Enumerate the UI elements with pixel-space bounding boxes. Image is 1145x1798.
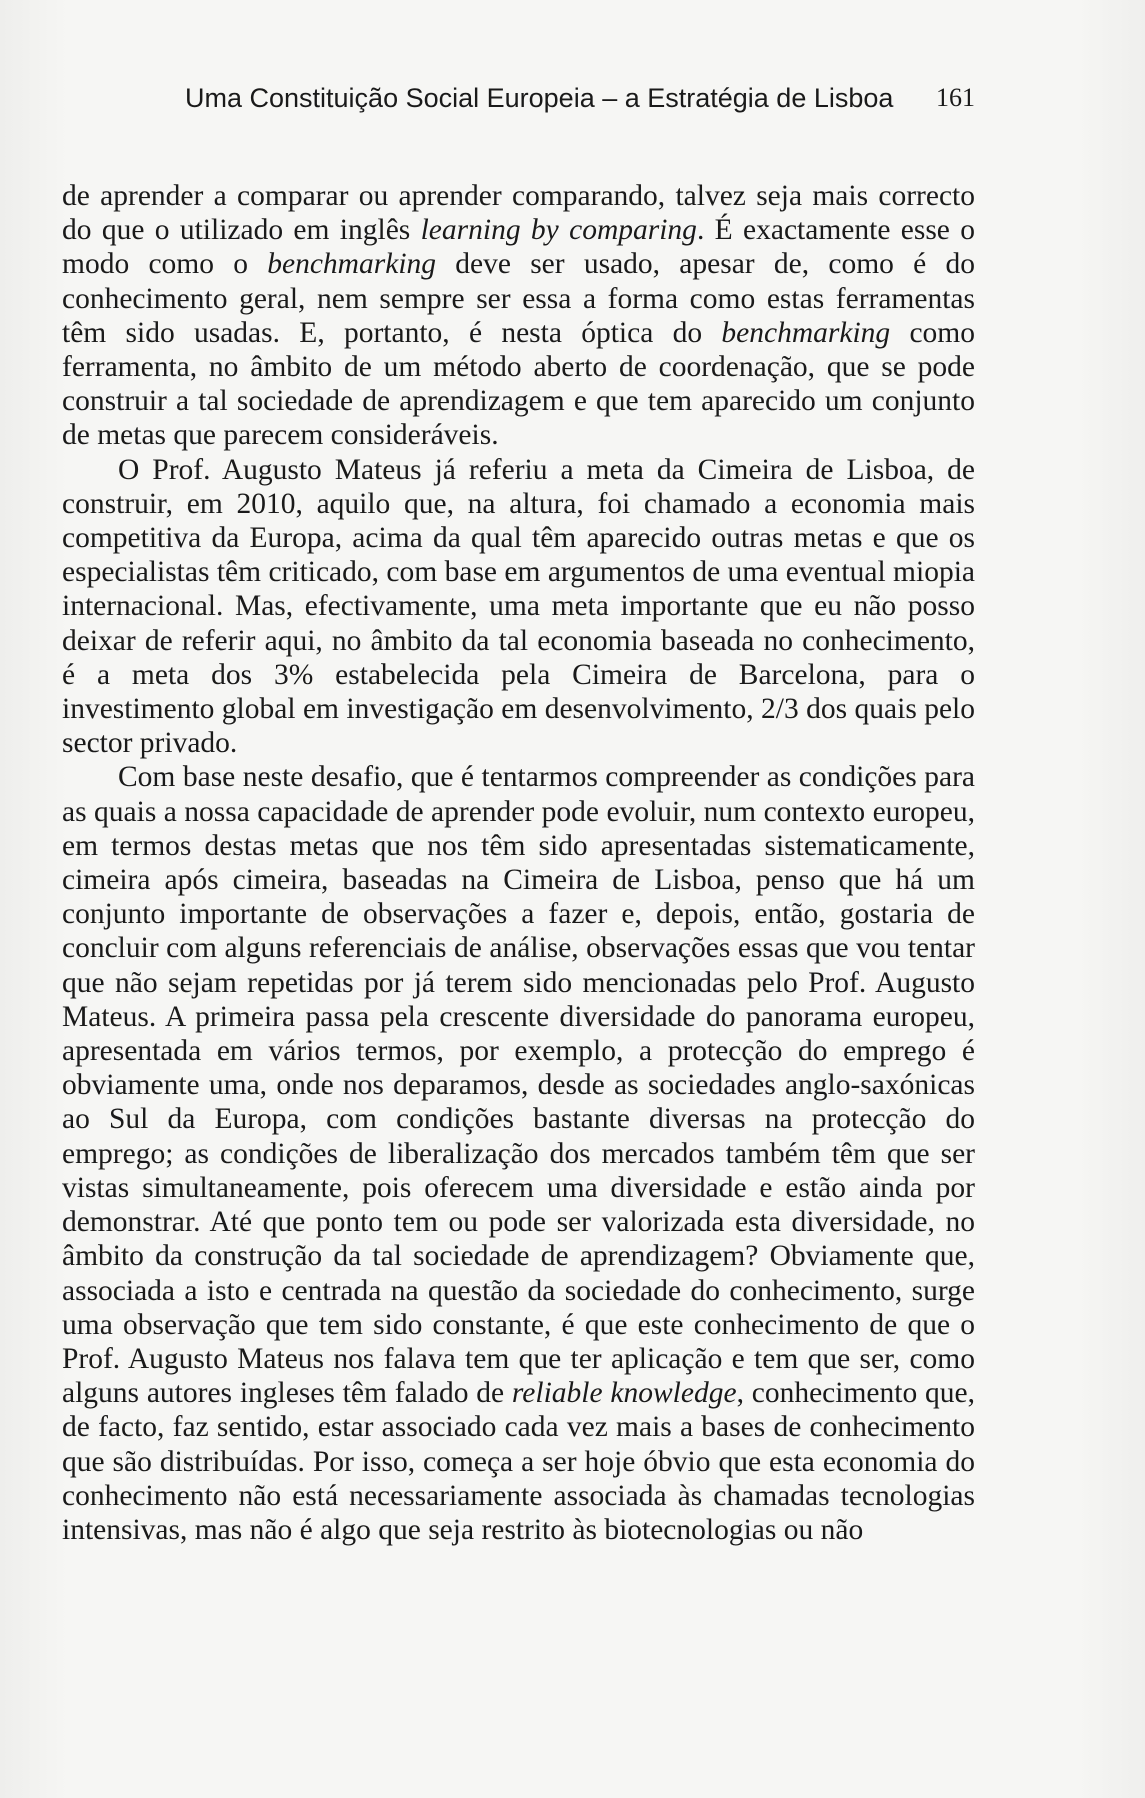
running-header-title: Uma Constituição Social Europeia – a Estratégia de Lisboa — [185, 83, 894, 113]
paragraph-2: O Prof. Augusto Mateus já referiu a meta da Cimeira de Lisboa, de construir, em 2010, aquilo que, na altura, foi chamado a economia mais competitiva da Europa, acima da qual têm aparecido outras metas e que os especialistas têm criticado, com base em argumentos de uma eventual miopia internacional. Mas, efectivamente, uma meta importante que eu não posso deixar de referir aqui, no âmbito da tal economia baseada no conhecimento, é a meta dos 3% estabelecida pela Cimeira de Barcelona, para o investimento global em investigação em desenvolvimento, 2/3 dos quais pelo sector privado. — [62, 453, 975, 760]
paragraph-3-text: , conhecimento que, de facto, faz sentido, estar associado cada vez mais a bases de conhecimento que são distribuídas. Por isso, começa a ser hoje óbvio que esta economia do conhecimento não está necessariamente associada às chamadas tecnologias intensivas, mas não é algo que seja restrito às biotecnologias ou não — [62, 1377, 975, 1546]
paragraph-1-italic-benchmarking: benchmarking — [721, 316, 891, 349]
paragraph-1-italic-learning-by-comparing: learning by comparing — [420, 214, 697, 247]
paragraph-3 — [62, 760, 975, 1547]
paragraph-3-text: Com base neste desafio, que é tentarmos compreender as condições para as quais a nossa capacidade de aprender pode evoluir, num contexto europeu, em termos destas metas que nos têm sido apresentadas sistematicamente, cimeira após cimeira, baseadas na Cimeira de Lisboa, penso que há um conjunto importante de observações a fazer e, depois, então, gostaria de concluir com alguns referenciais de análise, observações essas que vou tentar que não sejam repetidas por já terem sido mencionadas pelo Prof. Augusto Mateus. A primeira passa pela crescente diversidade do panorama europeu, apresentada em vários termos, por exemplo, a protecção do emprego é obviamente uma, onde nos deparamos, desde as sociedades anglo-saxónicas ao Sul da Europa, com condições bastante diversas na protecção do emprego; as condições de liberalização dos mercados também têm que ser vistas simultaneamente, pois oferecem uma diversidade e estão ainda por demonstrar. Até que ponto tem ou pode ser valorizada esta diversidade, no âmbito da construção da tal sociedade de aprendizagem? Obviamente que, associada a isto e centrada na questão da sociedade do conhecimento, surge uma observação que tem sido constante, é que este conhecimento de que o Prof. Augusto Mateus nos falava tem que ter aplicação e tem que ser, como alguns autores ingleses têm falado de — [62, 761, 975, 1410]
paragraph-1-text: deve ser usado, apesar de, como é do conhecimento geral, nem sempre ser essa a forma como estas ferramentas têm sido usadas. E, portanto, é nesta óptica do — [62, 248, 975, 349]
paragraph-1 — [62, 179, 975, 453]
body-text — [62, 179, 975, 1547]
paragraph-1-text: de aprender a comparar ou aprender comparando, talvez seja mais correcto do que o utilizado em inglês — [62, 180, 975, 247]
page-number: 161 — [936, 83, 975, 112]
paragraph-1-text: . É exactamente esse o modo como o — [62, 214, 975, 281]
paragraph-3-italic-reliable-knowledge: reliable knowledge — [511, 1377, 737, 1410]
running-header — [185, 80, 975, 116]
paragraph-1-italic-benchmarking: benchmarking — [267, 248, 437, 281]
paragraph-1-text: como ferramenta, no âmbito de um método aberto de coordenação, que se pode construir a tal sociedade de aprendizagem e que tem aparecido um conjunto de metas que parecem consideráveis. — [62, 316, 975, 452]
